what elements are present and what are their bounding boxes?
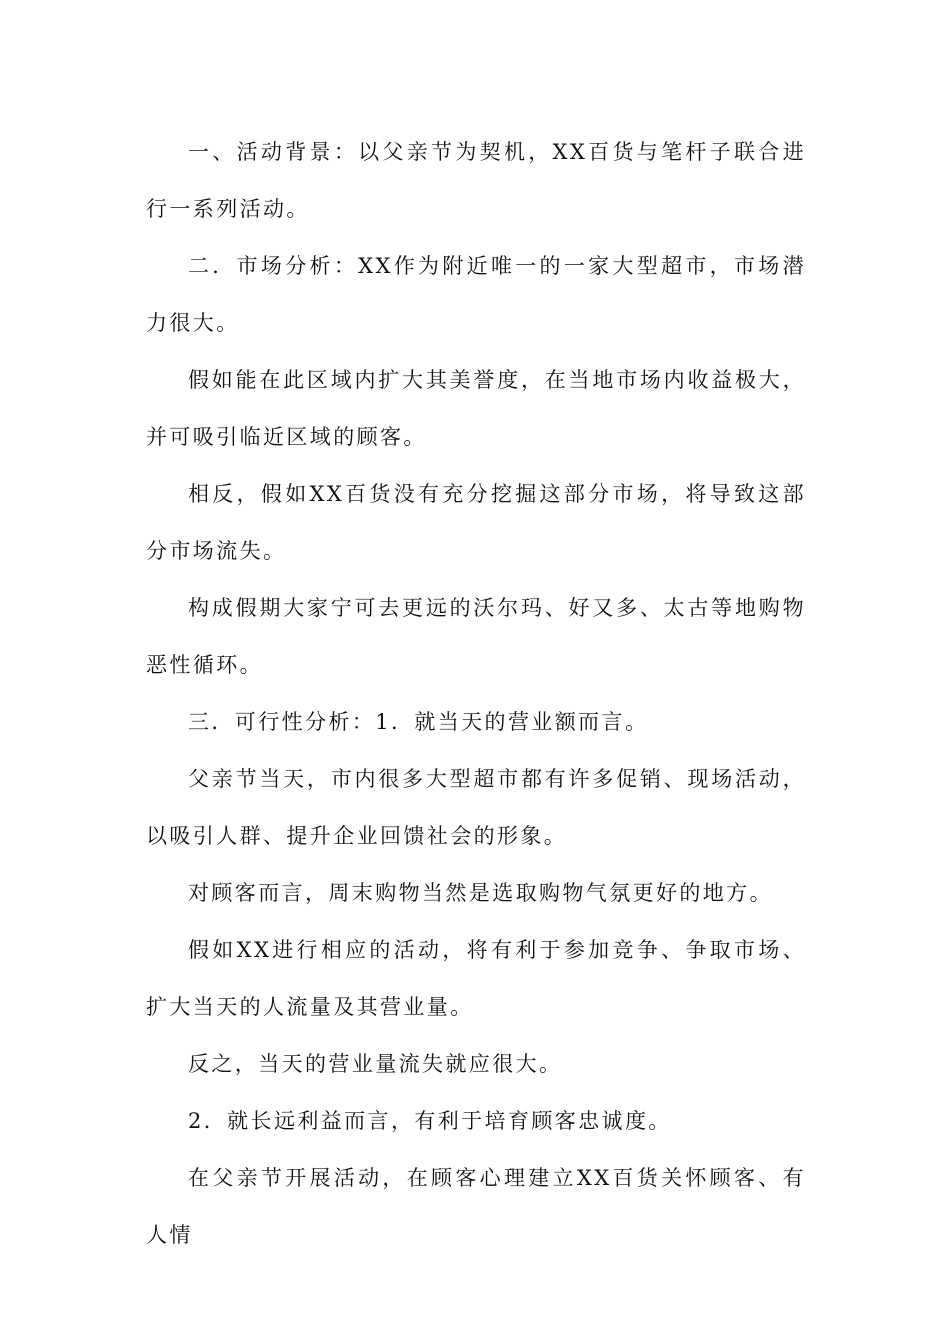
paragraph-reputation: 假如能在此区域内扩大其美誉度，在当地市场内收益极大，并可吸引临近区域的顾客。 (146, 368, 806, 449)
paragraph-customer-care: 在父亲节开展活动，在顾客心理建立XX百货关怀顾客、有人情 (146, 1166, 806, 1247)
paragraph-customer-preference: 对顾客而言，周末购物当然是选取购物气氛更好的地方。 (188, 881, 773, 905)
paragraph-conversely: 反之，当天的营业量流失就应很大。 (188, 1052, 563, 1076)
paragraph-competition-benefit: 假如XX进行相应的活动，将有利于参加竞争、争取市场、扩大当天的人流量及其营业量。 (146, 938, 806, 1019)
paragraph-market-analysis: 二．市场分析：XX作为附近唯一的一家大型超市，市场潜力很大。 (146, 254, 806, 335)
paragraph-long-term-benefit: 2．就长远利益而言，有利于培育顾客忠诚度。 (188, 1109, 672, 1133)
document-body (146, 124, 806, 1264)
paragraph-activity-background: 一、活动背景：以父亲节为契机，XX百货与笔杆子联合进行一系列活动。 (146, 140, 806, 221)
paragraph-feasibility-analysis: 三．可行性分析：1．就当天的营业额而言。 (188, 710, 649, 734)
paragraph-fathers-day-promotions: 父亲节当天，市内很多大型超市都有许多促销、现场活动，以吸引人群、提升企业回馈社会的形象。 (146, 767, 806, 848)
paragraph-market-loss: 相反，假如XX百货没有充分挖掘这部分市场，将导致这部分市场流失。 (146, 482, 806, 563)
paragraph-vicious-cycle: 构成假期大家宁可去更远的沃尔玛、好又多、太古等地购物恶性循环。 (146, 596, 806, 677)
